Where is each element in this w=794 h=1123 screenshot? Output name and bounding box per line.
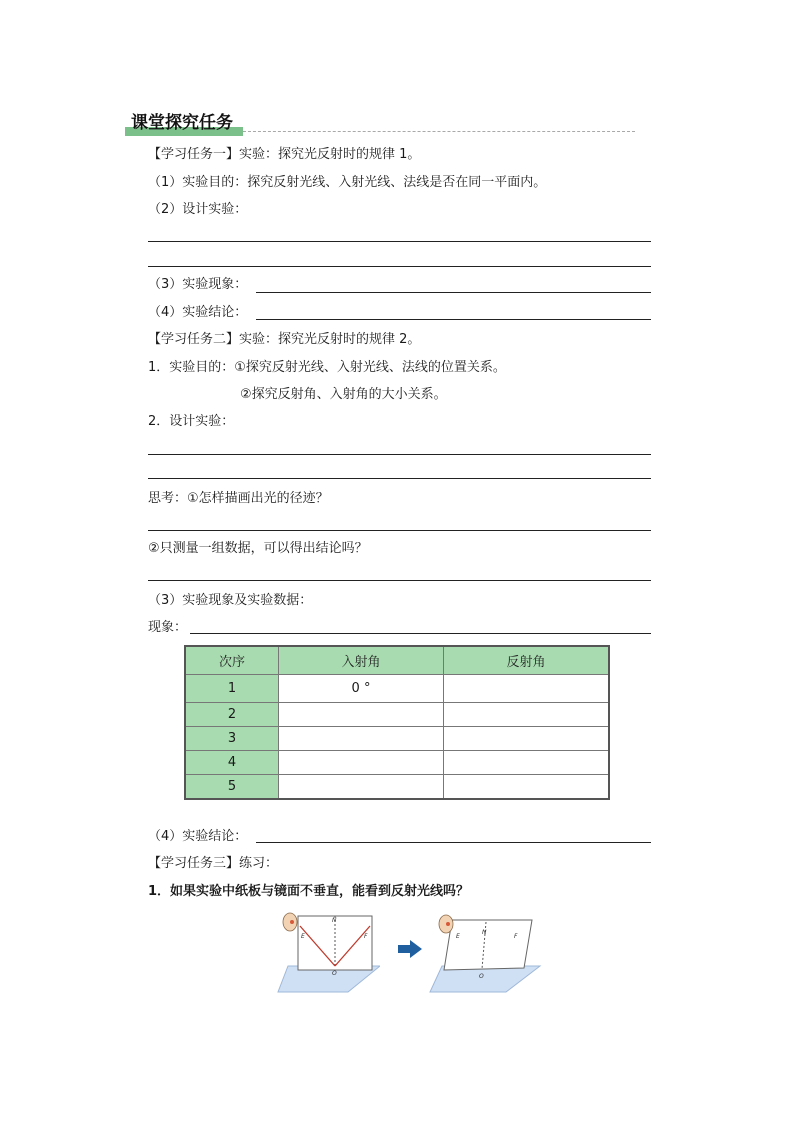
label-n: N	[332, 917, 337, 924]
incident-angle-cell[interactable]: 0 °	[279, 675, 444, 703]
header-order: 次序	[185, 646, 279, 675]
label-f: F	[514, 933, 518, 940]
tilted-paper-board	[444, 920, 532, 970]
task3-question-1: 1．如果实验中纸板与镜面不垂直，能看到反射光线吗？	[148, 884, 470, 899]
table-row	[185, 727, 609, 751]
task2-design: 2．设计实验：	[148, 414, 235, 429]
task1-conclusion-label: （4）实验结论：	[148, 305, 248, 320]
task1-design: （2）设计实验：	[148, 202, 248, 217]
label-e: E	[456, 933, 460, 940]
perpendicular-board-figure	[270, 908, 380, 994]
table-row	[185, 675, 609, 703]
header-reflect-angle: 反射角	[444, 646, 610, 675]
task1-phenomenon-label: （3）实验现象：	[148, 277, 248, 292]
reflect-angle-cell[interactable]	[444, 751, 610, 775]
reflect-angle-cell[interactable]	[444, 775, 610, 800]
reflect-angle-cell[interactable]	[444, 727, 610, 751]
laser-pointer-icon	[290, 920, 294, 924]
data-table	[184, 645, 610, 800]
incident-angle-cell[interactable]	[279, 751, 444, 775]
heading-dashed-divider	[243, 131, 635, 132]
task2-purpose-1: 1．实验目的：①探究反射光线、入射光线、法线的位置关系。	[148, 360, 506, 375]
answer-line[interactable]	[256, 292, 651, 293]
answer-line[interactable]	[148, 454, 651, 455]
incident-angle-cell[interactable]	[279, 703, 444, 727]
section-heading	[125, 110, 635, 136]
row-index: 4	[185, 751, 279, 775]
table-header-row	[185, 646, 609, 675]
label-f: F	[364, 933, 368, 940]
reflect-angle-cell[interactable]	[444, 675, 610, 703]
answer-line[interactable]	[148, 580, 651, 581]
answer-line[interactable]	[148, 530, 651, 531]
laser-pointer-icon	[446, 922, 450, 926]
task2-purpose-2: ②探究反射角、入射角的大小关系。	[240, 387, 447, 402]
table-row	[185, 751, 609, 775]
think-question-1: 思考：①怎样描画出光的径迹？	[148, 491, 329, 506]
row-index: 5	[185, 775, 279, 800]
incident-angle-cell[interactable]	[279, 727, 444, 751]
answer-line[interactable]	[148, 241, 651, 242]
task2-conclusion-label: （4）实验结论：	[148, 829, 248, 844]
header-incident-angle: 入射角	[279, 646, 444, 675]
right-arrow-icon	[398, 940, 422, 958]
task1-title: 【学习任务一】实验：探究光反射时的规律 1。	[148, 147, 421, 162]
answer-line[interactable]	[148, 266, 651, 267]
table-row	[185, 775, 609, 800]
label-o: O	[332, 970, 337, 977]
page-title: 课堂探究任务	[131, 113, 233, 133]
incident-angle-cell[interactable]	[279, 775, 444, 800]
task2-title: 【学习任务二】实验：探究光反射时的规律 2。	[148, 332, 421, 347]
answer-line[interactable]	[256, 319, 651, 320]
row-index: 1	[185, 675, 279, 703]
phenomenon-label: 现象：	[148, 620, 188, 635]
label-n: N	[482, 929, 487, 936]
label-o: O	[479, 973, 484, 980]
row-index: 3	[185, 727, 279, 751]
answer-line[interactable]	[148, 478, 651, 479]
answer-line[interactable]	[256, 842, 651, 843]
row-index: 2	[185, 703, 279, 727]
answer-line[interactable]	[190, 633, 651, 634]
table-row	[185, 703, 609, 727]
think-question-2: ②只测量一组数据，可以得出结论吗？	[148, 541, 368, 556]
label-e: E	[301, 933, 305, 940]
reflect-angle-cell[interactable]	[444, 703, 610, 727]
data-section-title: （3）实验现象及实验数据：	[148, 593, 313, 608]
tilted-board-figure	[422, 908, 542, 994]
task3-title: 【学习任务三】练习：	[148, 856, 279, 871]
task1-purpose: （1）实验目的：探究反射光线、入射光线、法线是否在同一平面内。	[148, 175, 547, 190]
